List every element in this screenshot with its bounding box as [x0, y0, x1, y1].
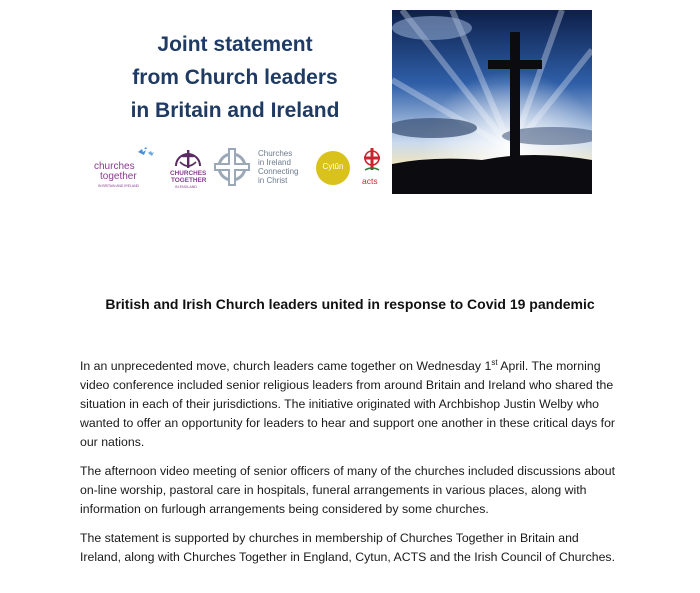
- paragraph-1-rest: April. The morning video conference included senior religious leaders from around Britain and Ireland who shared the situation in each of their jurisdictions. The initiative originated with Archbishop Justin Welby who wanted to offer an opportunity for leaders to hear and support one another in these critical days for our nations.: [80, 359, 616, 449]
- acts-logo: [360, 146, 386, 190]
- paragraph-2: The afternoon video meeting of senior officers of many of the churches included discussions about on-line worship, pastoral care in hospitals, funeral arrangements in various places, along with information on furlough arrangements being considered by some churches.: [80, 464, 615, 516]
- celtic-cross-icon: [214, 146, 310, 190]
- cross-photo: [392, 10, 592, 194]
- icc-logo: [214, 146, 310, 190]
- ctbi-line2: together: [100, 171, 137, 182]
- ctbi-line1: churches: [94, 161, 135, 172]
- paragraph-1-lead: In an unprecedented move, church leaders came together on Wednesday 1: [80, 359, 492, 373]
- icc-line2: in Ireland: [258, 158, 291, 167]
- date-ordinal: st: [491, 357, 498, 367]
- acts-cross-icon: [360, 146, 386, 190]
- ctbi-tagline: IN BRITAIN AND IRELAND: [98, 184, 140, 188]
- paragraph-1: [80, 357, 620, 452]
- ctie-line1: CHURCHES: [170, 170, 207, 177]
- title-line-2: from Church leaders: [132, 66, 338, 89]
- ctie-line3: IN ENGLAND: [175, 185, 197, 189]
- cytun-logo: [314, 146, 354, 190]
- title-line-3: in Britain and Ireland: [130, 99, 340, 122]
- document-headline: British and Irish Church leaders united in response to Covid 19 pandemic: [105, 296, 595, 312]
- cytun-icon: [314, 146, 354, 190]
- title-line-1: Joint statement: [157, 33, 313, 56]
- ctie-line2: TOGETHER: [171, 177, 207, 184]
- cytun-name: Cytûn: [322, 162, 344, 171]
- statement-title: [100, 28, 370, 127]
- anchor-cross-icon: [166, 146, 210, 190]
- ctbi-logo: [94, 146, 160, 190]
- acts-name: acts: [362, 176, 378, 186]
- icc-line3: Connecting: [258, 167, 299, 176]
- document-body: [80, 357, 620, 577]
- member-logos: [88, 146, 388, 194]
- icc-line4: in Christ: [258, 176, 288, 185]
- icc-line1: Churches: [258, 149, 293, 158]
- paragraph-3: The statement is supported by churches in membership of Churches Together in Britain and Ireland, along with Churches Together in England, Cytun, ACTS and the Irish Council of Churches.: [80, 531, 615, 564]
- ctie-logo: [166, 146, 210, 190]
- cross-silhouette-photo: [392, 10, 592, 194]
- doves-icon: [94, 146, 160, 190]
